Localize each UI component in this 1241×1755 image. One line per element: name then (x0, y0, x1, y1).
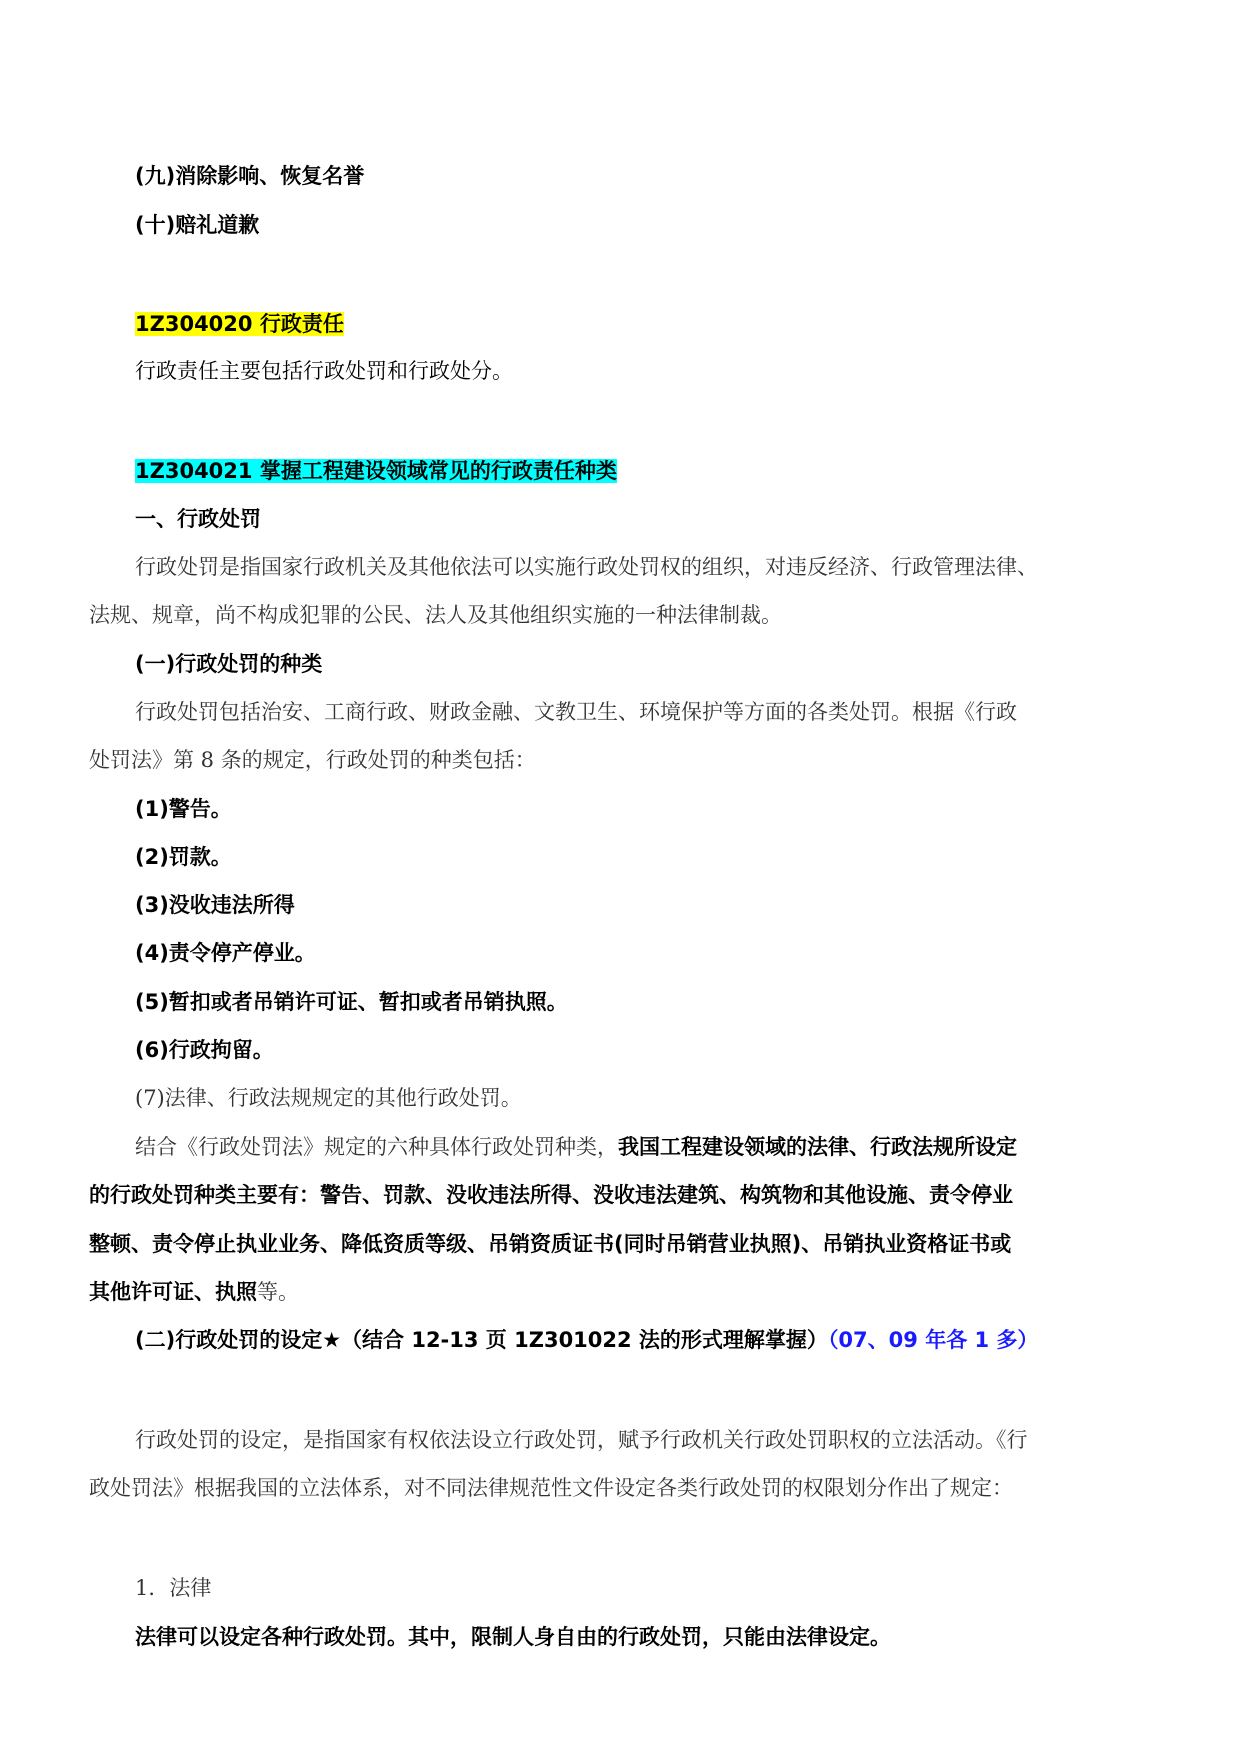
paragraph-types-line1: 行政处罚包括治安、工商行政、财政金融、文教卫生、环境保护等方面的各类处罚。根据《行政 (135, 700, 1017, 724)
paragraph-law: 法律可以设定各种行政处罚。其中，限制人身自由的行政处罚，只能由法律设定。 (135, 1625, 891, 1649)
paragraph-setting-line1: 行政处罚的设定，是指国家有权依法设立行政处罚，赋予行政机关行政处罚职权的立法活动。《行 (135, 1428, 1028, 1452)
list-item-6: (6)行政拘留。 (135, 1038, 274, 1062)
list-item-2: (2)罚款。 (135, 845, 232, 869)
item-ten: (十)赔礼道歉 (135, 213, 260, 237)
combined-intro-text: 结合《行政处罚法》规定的六种具体行政处罚种类， (135, 1135, 618, 1159)
paragraph-definition-line2: 法规、规章，尚不构成犯罪的公民、法人及其他组织实施的一种法律制裁。 (89, 603, 782, 627)
list-item-7: (7)法律、行政法规规定的其他行政处罚。 (135, 1086, 522, 1110)
setting-heading-text: (二)行政处罚的设定★（结合 12-13 页 1Z301022 法的形式理解掌握） (135, 1328, 828, 1352)
list-item-3: (3)没收违法所得 (135, 893, 295, 917)
list-item-4: (4)责令停产停业。 (135, 941, 316, 965)
highlight-yellow: 1Z304020 行政责任 (135, 312, 344, 336)
subheading-law: 1．法律 (135, 1576, 212, 1600)
paragraph-intro: 行政责任主要包括行政处罚和行政处分。 (135, 359, 513, 383)
paragraph-combined-line2: 的行政处罚种类主要有：警告、罚款、没收违法所得、没收违法建筑、构筑物和其他设施、责令停业 (89, 1183, 1013, 1207)
paragraph-types-line2: 处罚法》第 8 条的规定，行政处罚的种类包括： (89, 748, 536, 772)
subheading-admin-penalty: 一、行政处罚 (135, 507, 261, 531)
paragraph-combined-line1 (135, 1131, 1017, 1163)
section-heading-1z304021 (135, 455, 617, 487)
subheading-penalty-setting (135, 1324, 1038, 1356)
paragraph-combined-line4 (89, 1276, 299, 1308)
list-item-1: (1)警告。 (135, 797, 232, 821)
exam-note: （07、09 年各 1 多） (827, 1328, 1039, 1352)
paragraph-definition-line1: 行政处罚是指国家行政机关及其他依法可以实施行政处罚权的组织，对违反经济、行政管理法律、 (135, 555, 1038, 579)
item-nine: (九)消除影响、恢复名誉 (135, 164, 365, 188)
paragraph-combined-line3: 整顿、责令停止执业业务、降低资质等级、吊销资质证书(同时吊销营业执照)、吊销执业资格证书或 (89, 1232, 1012, 1256)
combined-end-text: 等。 (257, 1280, 299, 1304)
section-heading-1z304020 (135, 308, 344, 340)
subheading-penalty-types: (一)行政处罚的种类 (135, 652, 323, 676)
highlight-cyan: 1Z304021 掌握工程建设领域常见的行政责任种类 (135, 459, 617, 483)
combined-bold-end: 其他许可证、执照 (89, 1280, 257, 1304)
paragraph-setting-line2: 政处罚法》根据我国的立法体系，对不同法律规范性文件设定各类行政处罚的权限划分作出了规定： (89, 1476, 1013, 1500)
list-item-5: (5)暂扣或者吊销许可证、暂扣或者吊销执照。 (135, 990, 568, 1014)
combined-bold-text: 我国工程建设领域的法律、行政法规所设定 (618, 1135, 1017, 1159)
